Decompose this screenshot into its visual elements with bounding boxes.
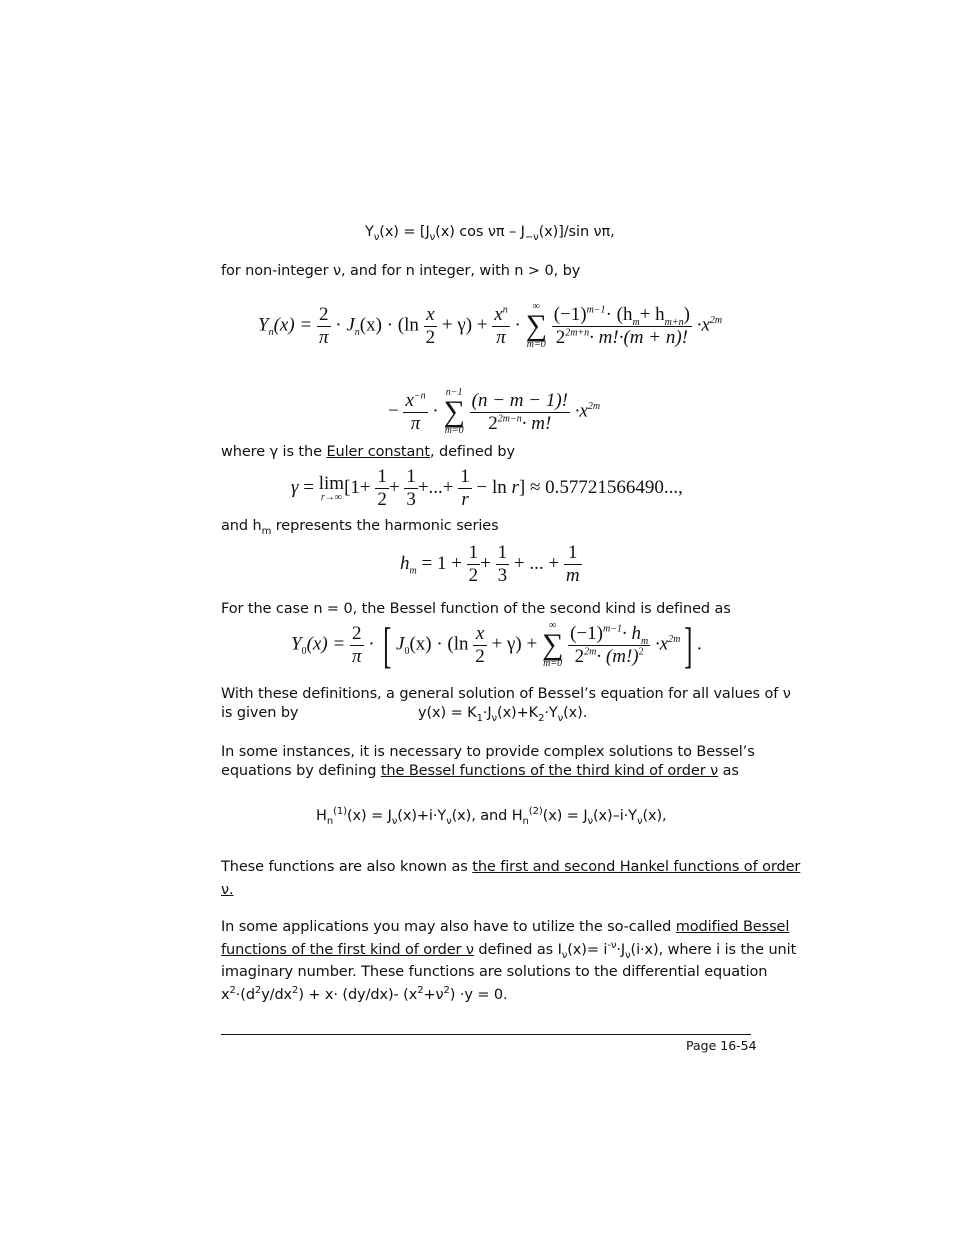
link-euler-constant[interactable]: Euler constant bbox=[326, 444, 430, 460]
paragraph-general-2: is given by bbox=[221, 705, 299, 721]
fraction-2-over-pi: $\frac{2}{\pi}$ bbox=[319, 303, 329, 348]
paragraph-hankel-1: These functions are also known as the first and second Hankel functions of order bbox=[221, 859, 801, 875]
equation-general-solution: $y(x) = K_1\cdot J_\nu(x)+K_2\cdot Y_\nu(x)$. bbox=[418, 705, 588, 724]
equation-hankel: $H_n^{(1)}(x) = J_\nu(x)+i\cdot Y_\nu(x)$, and $H_n^{(2)}(x) = J_\nu(x)-i\cdot Y_\nu(x)$, bbox=[316, 806, 667, 827]
left-bracket: [ bbox=[383, 617, 392, 673]
link-first-kind-order[interactable]: functions of the first kind of order ν bbox=[221, 942, 474, 958]
paragraph-where-gamma: where γ is the Euler constant, defined by bbox=[221, 444, 515, 460]
link-hankel-functions[interactable]: the first and second Hankel functions of order bbox=[472, 859, 801, 875]
fraction-series-term: $\frac{(-1)^{m-1}\cdot (h_m+ h_{m+n})}{2^{2m+n}\cdot m!\cdot(m + n)!}$ bbox=[553, 303, 690, 348]
fraction-xn-over-pi: $\frac{x^n}{\pi}$ bbox=[494, 303, 508, 348]
summation-sign: ∞ ∑ m=0 bbox=[525, 301, 547, 350]
equation-y-n: $Y_n(x)$ = $\frac{2}{\pi}$ · $J_n(x) \cdot (\ln$ $\frac{x}{2}$ + γ) + $\frac{x^n}{\pi}$ · ∞ ∑ m=0 $\frac{(-1)^{m-1}\cdot (h_m+ h_{m+n})}{2^{2m+n}\cdot m!\cdot(m + n)!}$ $\cdot x^{2m}$ bbox=[258, 301, 723, 350]
equation-y-0: $Y_0(x)$ = $\frac{2}{\pi}$ · [ $J_0(x) \cdot (\ln$ $\frac{x}{2}$ + γ) + ∞ ∑ m=0 $\frac{(-1)^{m-1}\cdot h_m}{2^{2m}\cdot (m!)^2}$ $\cdot x^{2m}$] . bbox=[291, 617, 702, 673]
fraction-one-over-r: $\frac{1}{r}$ bbox=[460, 466, 470, 510]
fraction-one-over-m: $\frac{1}{m}$ bbox=[565, 542, 580, 586]
link-modified-bessel[interactable]: modified Bessel bbox=[675, 919, 790, 935]
summation-sign: ∞ ∑ m=0 bbox=[541, 620, 564, 669]
paragraph-modified-3: imaginary number. These functions are solutions to the differential equation bbox=[221, 964, 768, 980]
page-number: Page 16-54 bbox=[686, 1038, 757, 1053]
fraction-x-over-2: $\frac{x}{2}$ bbox=[475, 622, 485, 667]
equation-harmonic-series: $h_m = 1$ + $\frac{1}{2}$ + $\frac{1}{3}$ + ... + $\frac{1}{m}$ bbox=[400, 542, 580, 586]
paragraph-hankel-2 bbox=[221, 880, 234, 900]
equation-y-nu: $Y_\nu(x) = [J_\nu(x)$ cos νπ – $J_{-\nu}(x)]/\sin$ νπ, bbox=[365, 224, 615, 243]
paragraph-modified-1: In some applications you may also have to utilize the so-called modified Bessel bbox=[221, 919, 790, 935]
link-hankel-order[interactable]: ν. bbox=[221, 882, 234, 898]
fraction-one-half: $\frac{1}{2}$ bbox=[468, 542, 479, 586]
fraction-finite-term: $\frac{(n - m - 1)!}{2^{2m-n}\cdot m!}$ bbox=[471, 389, 568, 434]
fraction-x-neg-n-over-pi: $\frac{x^{-n}}{\pi}$ bbox=[405, 389, 426, 434]
paragraph-complex-2: equations by defining the Bessel functions of the third kind of order ν as bbox=[221, 763, 739, 779]
equation-modified-differential: $x^2\cdot(d^2y/dx^2) + x\cdot (dy/dx)-$ $(x^2+\nu^2) \cdot y = 0$. bbox=[221, 985, 508, 1003]
link-third-kind[interactable]: the Bessel functions of the third kind of order ν bbox=[380, 763, 719, 779]
equation-euler-constant: γ = lim r→∞ [1+ $\frac{1}{2}$ + $\frac{1}{3}$ +...+ $\frac{1}{r}$ − ln r] ≈ 0.57721566490..., bbox=[291, 466, 683, 510]
footer-divider bbox=[221, 1034, 751, 1035]
summation-sign: n−1 ∑ m=0 bbox=[443, 387, 465, 436]
fraction-x-over-2: $\frac{x}{2}$ bbox=[425, 303, 436, 348]
limit-operator: lim r→∞ bbox=[318, 473, 345, 503]
paragraph-case-n0: For the case n = 0, the Bessel function of the second kind is defined as bbox=[221, 601, 731, 617]
equation-y-n-continued: − $\frac{x^{-n}}{\pi}$ · n−1 ∑ m=0 $\frac{(n - m - 1)!}{2^{2m-n}\cdot m!}$ $\cdot x^{2m}$ bbox=[388, 387, 601, 436]
paragraph-complex-1: In some instances, it is necessary to provide complex solutions to Bessel’s bbox=[221, 744, 755, 760]
paragraph-general-1: With these definitions, a general solution of Bessel’s equation for all values of ν bbox=[221, 686, 791, 702]
fraction-one-half: $\frac{1}{2}$ bbox=[377, 466, 387, 510]
right-bracket: ] bbox=[684, 617, 693, 673]
fraction-one-third: $\frac{1}{3}$ bbox=[497, 542, 508, 586]
fraction-series-term: $\frac{(-1)^{m-1}\cdot h_m}{2^{2m}\cdot (m!)^2}$ bbox=[570, 622, 649, 667]
fraction-2-over-pi: $\frac{2}{\pi}$ bbox=[352, 622, 362, 667]
paragraph-modified-2: functions of the first kind of order ν defined as $I_\nu(x)= i^{-\nu}\cdot J_\nu(i\cdot x)$, where i is the unit bbox=[221, 940, 797, 961]
paragraph-harmonic: and $h_m$ represents the harmonic series bbox=[221, 518, 499, 537]
fraction-one-third: $\frac{1}{3}$ bbox=[406, 466, 416, 510]
paragraph-noninteger: for non-integer ν, and for n integer, with n > 0, by bbox=[221, 263, 581, 279]
